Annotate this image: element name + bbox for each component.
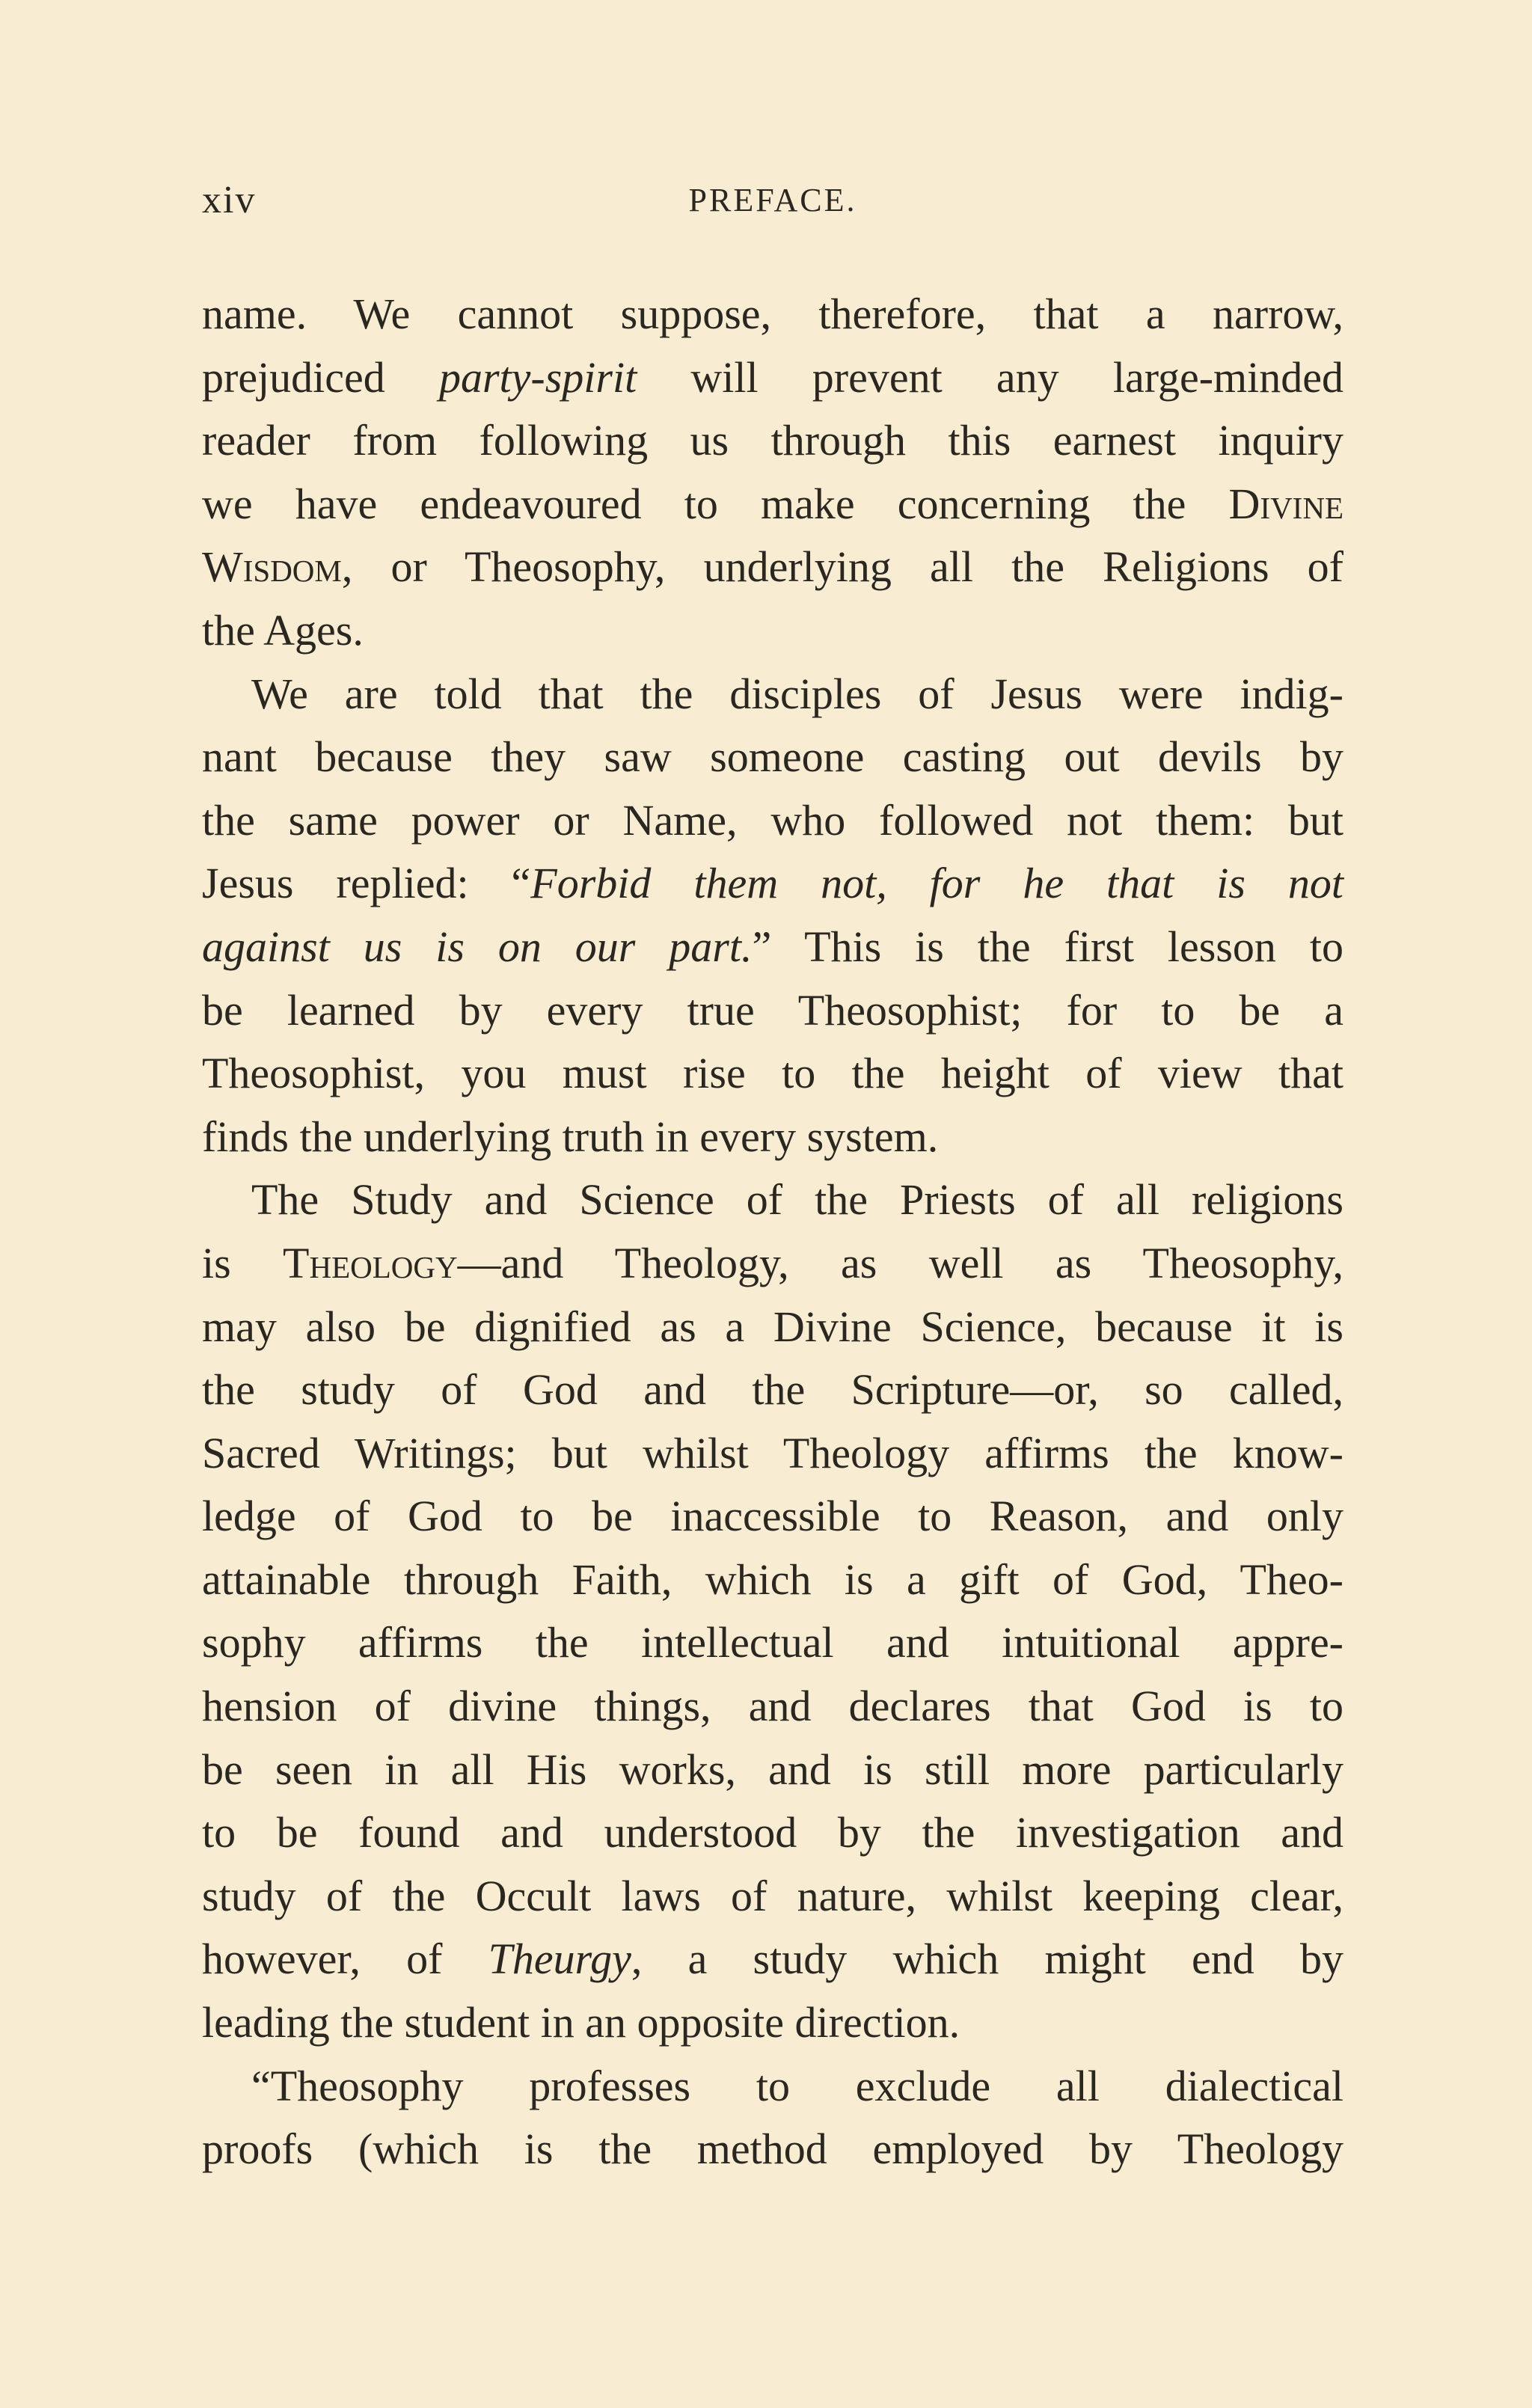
text-line [202, 473, 1343, 536]
text-line [202, 789, 1343, 853]
text-line [202, 2118, 1343, 2181]
text-line [202, 409, 1343, 473]
line-text: hension of divine things, and declares that God is to [202, 1682, 1343, 1731]
line-text: The Study and Science of the Priests of all religions [251, 1175, 1343, 1225]
line-text: prejudiced [202, 352, 439, 402]
small-caps-phrase: Theology [283, 1238, 458, 1287]
line-text: proofs (which is the method employed by Theology [202, 2124, 1343, 2174]
text-line [202, 663, 1343, 726]
text-line [202, 852, 1343, 916]
line-text: sophy affirms the intellectual and intuitional appre- [202, 1618, 1343, 1667]
line-text: Theosophist, you must rise to the height of view that [202, 1049, 1343, 1098]
text-line [202, 1865, 1343, 1928]
line-text: be seen in all His works, and is still more particularly [202, 1744, 1343, 1794]
text-line [202, 1106, 1343, 1169]
line-text: , a study which might end by [631, 1934, 1343, 1984]
text-line [202, 1358, 1343, 1422]
text-line [202, 1548, 1343, 1612]
line-text: will prevent any large-minded [637, 352, 1343, 402]
line-text: be learned by every true Theosophist; for to be a [202, 985, 1343, 1035]
line-text: reader from following us through this earnest inquiry [202, 416, 1343, 465]
line-text: ledge of God to be inaccessible to Reason, and only [202, 1492, 1343, 1541]
line-text: the study of God and the Scripture—or, so called, [202, 1365, 1343, 1415]
line-text: nant because they saw someone casting out devils by [202, 732, 1343, 782]
line-text: we have endeavoured to make concerning the [202, 479, 1229, 528]
text-line [202, 536, 1343, 599]
text-line [202, 1738, 1343, 1802]
line-text: Jesus replied: “ [202, 859, 531, 908]
text-line [202, 1801, 1343, 1865]
small-caps-phrase: Wisdom [202, 542, 342, 592]
italic-phrase: Forbid them not, for he that is not [530, 859, 1343, 908]
text-line [202, 1928, 1343, 1991]
text-line [202, 346, 1343, 410]
text-line [202, 1991, 1343, 2055]
text-line [202, 1611, 1343, 1675]
text-line [202, 599, 1343, 663]
text-line [202, 283, 1343, 346]
running-title: PREFACE. [688, 182, 857, 218]
line-text: the same power or Name, who followed not them: but [202, 795, 1343, 845]
line-text: ” This is the first lesson to [752, 922, 1343, 971]
line-text: to be found and understood by the investigation and [202, 1808, 1343, 1857]
line-text: leading the student in an opposite direction. [202, 1998, 960, 2047]
text-line [202, 1485, 1343, 1548]
small-caps-phrase: Divine [1228, 479, 1343, 528]
text-line [202, 1168, 1343, 1232]
text-line [202, 2055, 1343, 2119]
line-text: finds the underlying truth in every system. [202, 1112, 939, 1161]
text-line [202, 1675, 1343, 1738]
text-line [202, 1042, 1343, 1106]
text-line [202, 916, 1343, 979]
line-text: may also be dignified as a Divine Science, because it is [202, 1302, 1343, 1351]
text-line [202, 726, 1343, 789]
line-text: “Theosophy professes to exclude all dialectical [251, 2061, 1343, 2110]
text-line [202, 1422, 1343, 1486]
text-line [202, 1296, 1343, 1359]
line-text: the Ages. [202, 605, 364, 655]
body-text [202, 283, 1343, 2181]
line-text: Sacred Writings; but whilst Theology affirms the know- [202, 1428, 1343, 1477]
line-text: attainable through Faith, which is a gift of God, Theo- [202, 1554, 1343, 1604]
line-text: , or Theosophy, underlying all the Religions of [341, 542, 1343, 592]
text-line [202, 1232, 1343, 1296]
line-text: is [202, 1238, 284, 1287]
page-number: xiv [202, 179, 257, 221]
italic-phrase: against us is on our part. [202, 922, 753, 971]
line-text: —and Theology, as well as Theosophy, [457, 1238, 1343, 1287]
line-text: study of the Occult laws of nature, whilst keeping clear, [202, 1871, 1343, 1920]
italic-phrase: party-spirit [438, 352, 637, 402]
italic-phrase: Theurgy [488, 1934, 631, 1984]
running-head [202, 178, 1343, 230]
text-line [202, 979, 1343, 1043]
line-text: We are told that the disciples of Jesus were indig- [251, 669, 1343, 718]
line-text: however, of [202, 1934, 488, 1984]
line-text: name. We cannot suppose, therefore, that a narrow, [202, 289, 1343, 338]
